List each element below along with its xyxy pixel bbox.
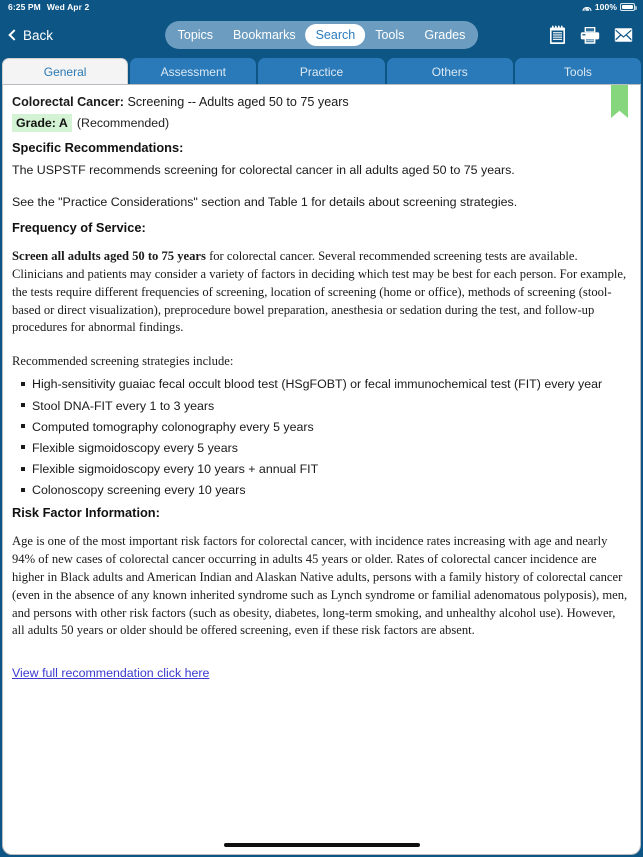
segment-bookmarks[interactable]: Bookmarks [233, 28, 296, 42]
content-panel [2, 84, 641, 855]
segmented-control[interactable] [165, 21, 479, 49]
status-time: 6:25 PM [8, 2, 41, 12]
battery-percent-label: 100% [594, 2, 617, 12]
segment-search[interactable]: Search [306, 24, 366, 46]
frequency-of-service-heading: Frequency of Service: [12, 220, 146, 235]
tab-strip [0, 56, 643, 84]
back-button[interactable] [10, 28, 53, 43]
home-indicator [224, 843, 420, 847]
specific-recommendations-heading: Specific Recommendations: [12, 140, 184, 156]
screening-strategies-list [12, 376, 631, 499]
grade-note: (Recommended) [76, 116, 170, 131]
navigation-bar [0, 14, 643, 56]
wifi-icon [582, 3, 592, 11]
specific-recommendations-paragraph-2: See the "Practice Considerations" section and Table 1 for details about screening strategies. [12, 195, 518, 210]
status-bar [0, 0, 643, 14]
page-title [12, 93, 631, 111]
list-item: High-sensitivity guaiac fecal occult blood test (HSgFOBT) or fecal immunochemical test (FIT) every year [12, 376, 631, 393]
bookmark-ribbon-icon[interactable] [611, 85, 628, 118]
grade-row [12, 114, 631, 132]
list-item: Flexible sigmoidoscopy every 10 years + annual FIT [12, 461, 631, 478]
page-title-condition: Colorectal Cancer: [12, 95, 124, 109]
frequency-lead-bold: Screen all adults aged 50 to 75 years [12, 248, 206, 263]
tab-others[interactable]: Others [387, 58, 513, 84]
battery-icon [620, 3, 635, 11]
status-bar-left [8, 2, 89, 12]
tab-assessment[interactable]: Assessment [130, 58, 256, 84]
segment-grades[interactable]: Grades [424, 28, 466, 42]
specific-recommendations-paragraph-1: The USPSTF recommends screening for colorectal cancer in all adults aged 50 to 75 years. [12, 163, 515, 178]
tab-practice[interactable]: Practice [258, 58, 384, 84]
mail-icon[interactable] [614, 27, 633, 43]
notes-icon[interactable] [549, 25, 566, 45]
tab-general[interactable]: General [2, 58, 128, 84]
risk-factor-information-heading: Risk Factor Information: [12, 505, 160, 521]
tab-tools[interactable]: Tools [515, 58, 641, 84]
segment-tools[interactable]: Tools [375, 28, 405, 42]
status-badge: Grade: A [12, 114, 72, 132]
frequency-of-service-paragraph [12, 248, 631, 337]
back-button-label: Back [23, 27, 54, 43]
chevron-left-icon [8, 29, 19, 40]
list-item: Colonoscopy screening every 10 years [12, 482, 631, 499]
status-date: Wed Apr 2 [46, 2, 90, 12]
status-bar-right [582, 2, 635, 12]
segment-topics[interactable]: Topics [177, 28, 214, 42]
risk-factor-paragraph: Age is one of the most important risk factors for colorectal cancer, with incidence rates increasing with age and nearly 94% of new cases of colorectal cancer occurring in adults 45 years or older. Rates of colorectal cancer incidence are higher in Black adults and American Indian and Alaskan Native adults, persons with a family history of colorectal cancer (even in the absence of any known inherited syndrome such as Lynch syndrome or familial adenomatous polyposis), men, and persons with other risk factors (such as obesity, diabetes, long-term smoking, and unhealthy alcohol use). However, all adults 50 years or older should be offered screening, even if these risk factors are absent. [12, 534, 628, 638]
list-item: Flexible sigmoidoscopy every 5 years [12, 440, 631, 457]
strategies-lead: Recommended screening strategies include: [12, 354, 234, 369]
printer-icon[interactable] [580, 26, 600, 45]
view-full-recommendation-link[interactable]: View full recommendation click here [12, 666, 210, 681]
page-title-detail: Screening -- Adults aged 50 to 75 years [123, 95, 349, 109]
navigation-bar-actions [549, 25, 633, 45]
frequency-body-text: for colorectal cancer. Several recommended screening tests are available. Clinicians and patients may consider a variety of factors in deciding which test may be best for each person. For example, the tests require different frequencies of screening, location of screening (home or office), methods of screening (stool-based or direct visualization), preprocedure bowel preparation, anesthesia or sedation during the test, and follow-up procedures for abnormal findings. [12, 248, 627, 335]
recommendation-document [3, 85, 640, 682]
list-item: Stool DNA-FIT every 1 to 3 years [12, 398, 631, 415]
list-item: Computed tomography colonography every 5 years [12, 419, 631, 436]
